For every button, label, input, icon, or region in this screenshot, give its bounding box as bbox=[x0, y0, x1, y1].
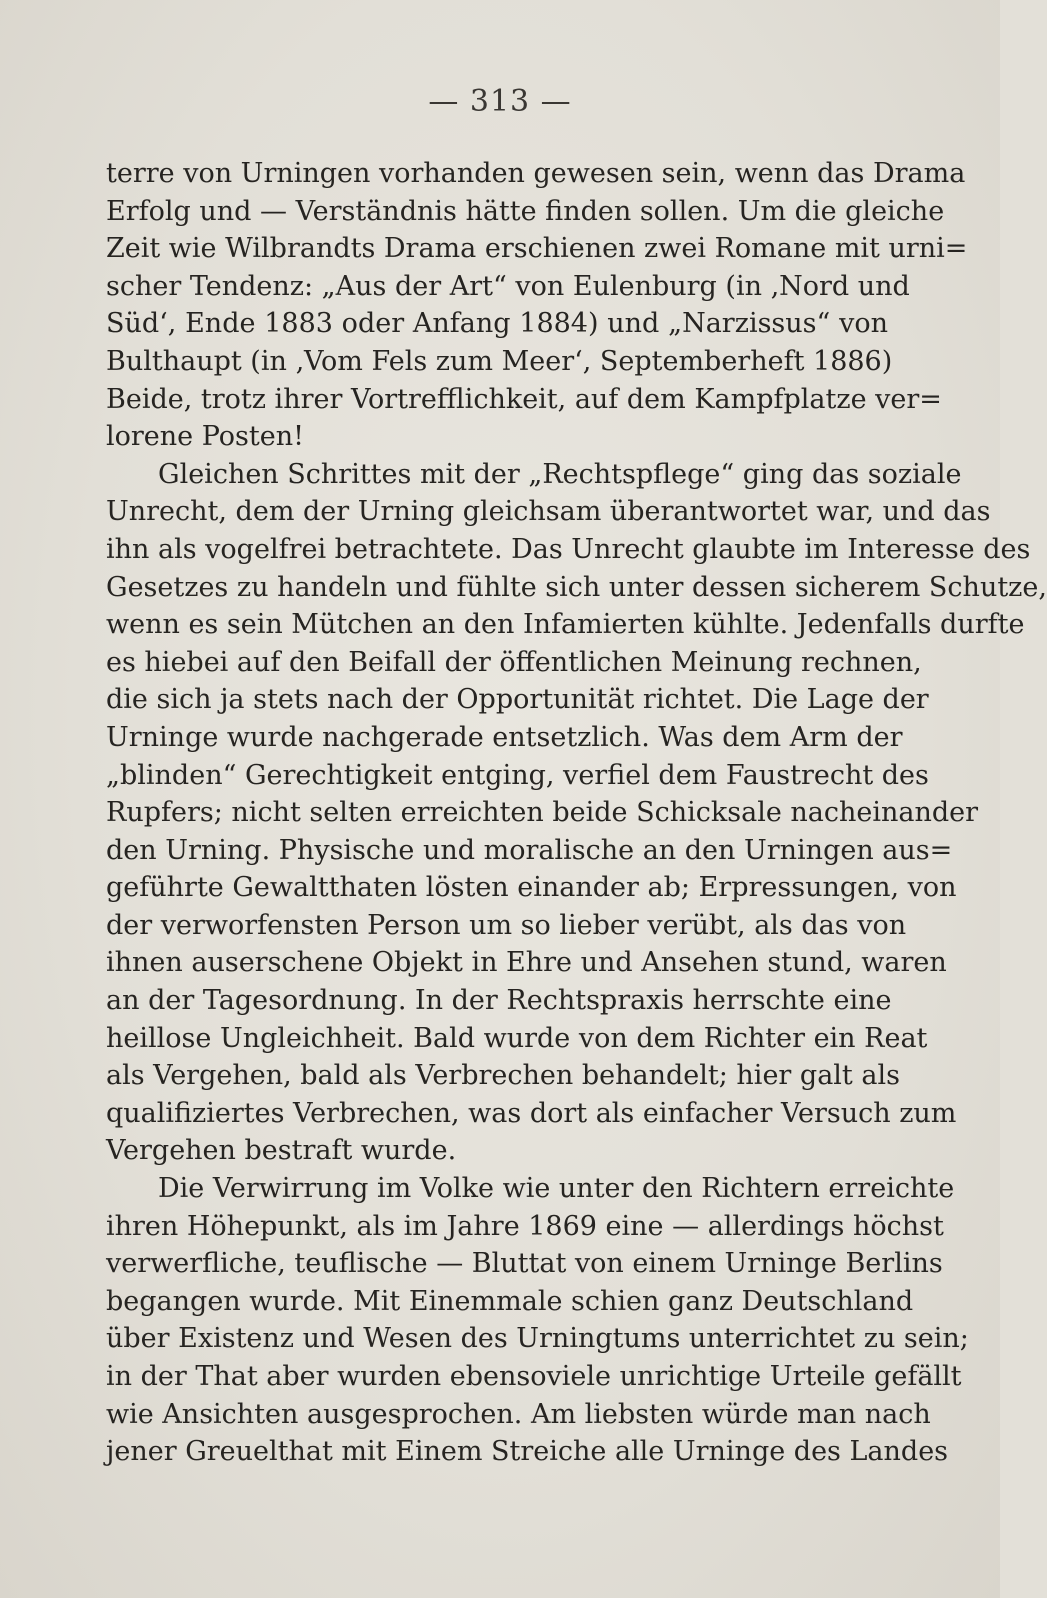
text-line: die sich ja stets nach der Opportunität richtet. Die Lage der bbox=[106, 684, 929, 716]
text-line: Zeit wie Wilbrandts Drama erschienen zwei Romane mit urni= bbox=[106, 233, 968, 265]
text-line: Beide, trotz ihrer Vortrefflichkeit, auf dem Kampfplatze ver= bbox=[106, 383, 942, 415]
text-line: „blinden“ Gerechtigkeit entging, verfiel dem Faustrecht des bbox=[106, 759, 929, 791]
text-line: in der That aber wurden ebensoviele unrichtige Urteile gefällt bbox=[106, 1361, 962, 1392]
text-line: Vergehen bestraft wurde. bbox=[106, 1135, 457, 1167]
text-line: als Vergehen, bald als Verbrechen behandelt; hier galt als bbox=[106, 1060, 900, 1092]
text-line: qualifiziertes Verbrechen, was dort als einfacher Versuch zum bbox=[106, 1097, 957, 1129]
text-line: der verworfensten Person um so lieber verübt, als das von bbox=[106, 909, 907, 941]
text-line: begangen wurde. Mit Einemmale schien ganz Deutschland bbox=[106, 1285, 914, 1317]
text-line: Bulthaupt (in ‚Vom Fels zum Meer‘, Septemberheft 1886) bbox=[106, 345, 893, 377]
text-line: Unrecht, dem der Urning gleichsam überantwortet war, und das bbox=[106, 496, 991, 528]
text-line: Süd‘, Ende 1883 oder Anfang 1884) und „Narzissus“ von bbox=[106, 308, 888, 340]
text-line: scher Tendenz: „Aus der Art“ von Eulenburg (in ‚Nord und bbox=[106, 270, 910, 302]
text-line: den Urning. Physische und moralische an den Urningen aus= bbox=[106, 834, 953, 866]
text-line: über Existenz und Wesen des Urningtums unterrichtet zu sein; bbox=[106, 1323, 969, 1355]
text-line: lorene Posten! bbox=[106, 421, 304, 453]
text-line: geführte Gewaltthaten lösten einander ab; Erpressungen, von bbox=[106, 872, 957, 904]
text-line: heillose Ungleichheit. Bald wurde von dem Richter ein Reat bbox=[106, 1022, 928, 1054]
text-line: ihnen auserschene Objekt in Ehre und Ansehen stund, waren bbox=[106, 947, 947, 979]
page-number: — 313 — bbox=[428, 84, 572, 119]
text-line: ihn als vogelfrei betrachtete. Das Unrecht glaubte im Interesse des bbox=[106, 533, 1031, 565]
text-line: an der Tagesordnung. In der Rechtspraxis herrschte eine bbox=[106, 985, 892, 1017]
text-line: ihren Höhepunkt, als im Jahre 1869 eine — allerdings höchst bbox=[106, 1210, 944, 1242]
text-line: es hiebei auf den Beifall der öffentlichen Meinung rechnen, bbox=[106, 646, 922, 678]
text-line: Rupfers; nicht selten erreichten beide Schicksale nacheinander bbox=[106, 797, 979, 829]
text-line: wenn es sein Mütchen an den Infamierten kühlte. Jedenfalls durfte bbox=[106, 609, 1025, 641]
text-line: terre von Urningen vorhanden gewesen sein, wenn das Drama bbox=[106, 158, 966, 189]
body-text bbox=[106, 155, 1047, 1471]
text-line: verwerfliche, teuflische — Bluttat von einem Urninge Berlins bbox=[106, 1248, 943, 1280]
paragraph-start-line: Die Verwirrung im Volke wie unter den Richtern erreichte bbox=[158, 1173, 955, 1205]
text-line: wie Ansichten ausgesprochen. Am liebsten würde man nach bbox=[106, 1398, 931, 1430]
text-line: jener Greuelthat mit Einem Streiche alle Urninge des Landes bbox=[106, 1436, 949, 1468]
text-line: Gesetzes zu handeln und fühlte sich unter dessen sicherem Schutze, bbox=[106, 571, 1047, 603]
text-line: Erfolg und — Verständnis hätte finden sollen. Um die gleiche bbox=[106, 195, 945, 227]
paragraph-start-line: Gleichen Schrittes mit der „Rechtspflege“ ging das soziale bbox=[158, 458, 962, 490]
text-line: Urninge wurde nachgerade entsetzlich. Was dem Arm der bbox=[106, 721, 903, 753]
